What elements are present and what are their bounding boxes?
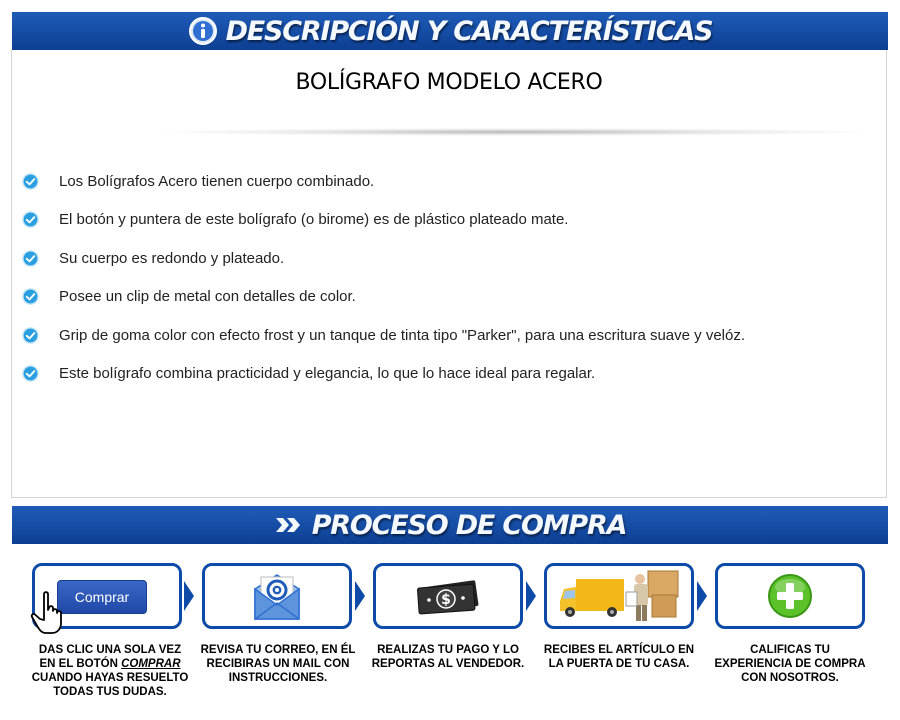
- step-arrow: [697, 581, 707, 611]
- step-2-text: REVISA TU CORREO, EN ÉL RECIBIRAS UN MAIL CON INSTRUCCIONES.: [200, 644, 356, 684]
- check-icon: [22, 211, 39, 228]
- feature-text: El botón y puntera de este bolígrafo (o birome) es de plástico plateado mate.: [59, 211, 569, 229]
- title-divider: [162, 128, 866, 136]
- description-panel: [11, 50, 887, 498]
- step-3-text: REALIZAS TU PAGO Y LO REPORTAS AL VENDEDOR.: [371, 644, 525, 670]
- money-icon: [415, 576, 481, 616]
- feature-list: [22, 162, 745, 393]
- info-icon: [188, 16, 218, 46]
- check-icon: [22, 365, 39, 382]
- plus-circle-icon: [767, 573, 813, 619]
- step-5-box: [715, 563, 865, 629]
- svg-text:$: $: [441, 592, 451, 608]
- comprar-button[interactable]: Comprar: [57, 580, 147, 614]
- feature-text: Este bolígrafo combina practicidad y elegancia, lo que lo hace ideal para regalar.: [59, 365, 596, 383]
- step-arrow: [355, 581, 365, 611]
- cursor-hand-icon: [30, 590, 70, 636]
- step-2-box: [202, 563, 352, 629]
- feature-text: Los Bolígrafos Acero tienen cuerpo combinado.: [59, 172, 375, 190]
- feature-item: [22, 201, 745, 240]
- process-banner: [12, 506, 888, 544]
- feature-item: [22, 162, 745, 201]
- check-icon: [22, 173, 39, 190]
- product-title: BOLÍGRAFO MODELO ACERO: [295, 70, 603, 95]
- email-icon: [247, 569, 307, 623]
- description-banner: [12, 12, 888, 50]
- delivery-icon: [554, 565, 684, 627]
- description-banner-title: DESCRIPCIÓN Y CARACTERÍSTICAS: [225, 15, 713, 47]
- feature-item: [22, 316, 745, 355]
- step-1-text: [30, 643, 190, 699]
- check-icon: [22, 327, 39, 344]
- feature-text: Posee un clip de metal con detalles de color.: [59, 288, 356, 306]
- step-arrow: [184, 581, 194, 611]
- feature-item: [22, 355, 745, 394]
- step-3-box: [373, 563, 523, 629]
- step-4-text: RECIBES EL ARTÍCULO EN LA PUERTA DE TU CASA.: [543, 644, 695, 670]
- process-banner-title: PROCESO DE COMPRA: [311, 509, 627, 541]
- step-1-text-b: CUANDO HAYAS RESUELTO TODAS TUS DUDAS.: [31, 672, 189, 698]
- feature-item: [22, 239, 745, 278]
- step-1-text-a: DAS CLIC UNA SOLA VEZ EN EL BOTÓN: [38, 644, 182, 670]
- feature-item: [22, 278, 745, 317]
- step-1-emphasis: COMPRAR: [121, 658, 181, 670]
- double-chevron-icon: [274, 515, 304, 535]
- check-icon: [22, 250, 39, 267]
- feature-text: Su cuerpo es redondo y plateado.: [59, 249, 285, 267]
- step-4-box: [544, 563, 694, 629]
- step-arrow: [526, 581, 536, 611]
- feature-text: Grip de goma color con efecto frost y un tanque de tinta tipo "Parker", para una escritura suave y velóz.: [59, 326, 746, 344]
- step-5-text: CALIFICAS TU EXPERIENCIA DE COMPRA CON NOSOTROS.: [714, 644, 866, 684]
- check-icon: [22, 288, 39, 305]
